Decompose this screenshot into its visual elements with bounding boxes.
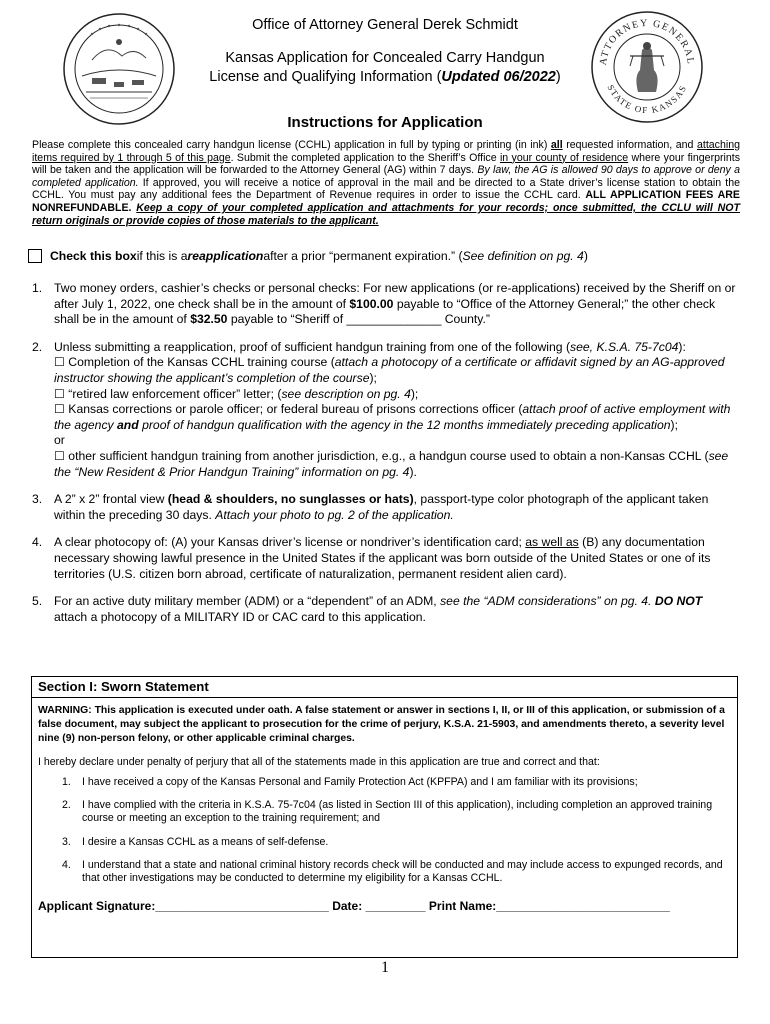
requirement-item-3: 3. A 2” x 2” frontal view (head & shoulders, no sunglasses or hats), passport-type color photograph of the applicant taken within the preceding 30 days. Attach your photo to pg. 2 of the application. (32, 492, 709, 522)
requirement-item-2: 2. Unless submitting a reapplication, proof of sufficient handgun training from one of the following (see, K.S.A. 75-7c04): ☐ Completion of the Kansas CCHL training course (attach a photocopy of a certificate or affidavit signed by an AG-approved instructor showing the applicant’s completion of the course); ☐ “retired law enforcement officer” letter; (see description on pg. 4); ☐ Kansas corrections or parole officer; or federal bureau of prisons corrections officer (attach proof of active employment with the agency and proof of handgun qualification with the agency in the 12 months immediately preceding application); or ☐ other sufficient handgun training from another jurisdiction, e.g., a handgun course used to obtain a non-Kansas CCHL (see the “New Resident & Prior Handgun Training” information on pg. 4). (32, 340, 738, 480)
statement-list (32, 776, 737, 885)
form-title-line1: Kansas Application for Concealed Carry Handgun (225, 50, 545, 66)
reapplication-checkbox[interactable] (28, 249, 42, 263)
training-option-course[interactable]: ☐ Completion of the Kansas CCHL training course (attach a photocopy of a certificate or affidavit signed by an AG-approved instructor showing the applicant’s completion of the course); (54, 355, 725, 385)
statement-item: 4. I understand that a state and national criminal history records check will be conducted and may include access to expunged records, and that other investigations may be conducted to determine my eligibility for a Kansas CCHL. (62, 858, 723, 885)
seal-text-bottom: STATE OF KANSAS (605, 82, 689, 116)
section-title: Section I: Sworn Statement (32, 677, 737, 698)
updated-date: Updated 06/2022 (441, 69, 556, 85)
office-name: Office of Attorney General Derek Schmidt (252, 17, 518, 33)
sworn-statement-section (31, 676, 738, 958)
reapplication-row: Check this box if this is a reapplication after a prior “permanent expiration.” ( See definition on pg. 4 ) (28, 249, 588, 263)
training-option-retired-leo[interactable]: ☐ “retired law enforcement officer” letter; (see description on pg. 4); (54, 386, 419, 401)
document-header (0, 16, 770, 87)
training-option-corrections[interactable]: ☐ Kansas corrections or parole officer; or federal bureau of prisons corrections officer (attach proof of active employment with the agency and proof of handgun qualification with the agency in the 12 months immediately preceding application); (54, 402, 731, 432)
statement-item: 2. I have complied with the criteria in K.S.A. 75-7c04 (as listed in Section III of this application), including completion an approved training course or meeting an exception to the training requirement; and (62, 799, 713, 825)
requirement-item-5: 5. For an active duty military member (ADM) or a “dependent” of an ADM, see the “ADM considerations” on pg. 4. DO NOT attach a photocopy of a MILITARY ID or CAC card to this application. (32, 594, 703, 624)
form-title-line2: License and Qualifying Information (Updated 06/2022) (209, 69, 561, 85)
instructions-paragraph: Please complete this concealed carry handgun license (CCHL) application in full by typing or printing (in ink) all requested information, and attaching items required by 1 through 5 of this page. Submit the completed application to the Sheriff’s Office in your county of residence where your fingerprints will be taken and the application will be forwarded to the Attorney General (AG) within 7 days. By law, the AG is allowed 90 days to approve or deny a completed application. If approved, you will receive a notice of approval in the mail and be directed to a State driver’s license station to obtain the CCHL. You must pay any additional fees the Department of Revenue requires in order to issue the CCHL card. ALL APPLICATION FEES ARE NONREFUNDABLE. Keep a copy of your completed application and attachments for your records; once submitted, the CCLU will NOT return originals or provide copies of those materials to the applicant. (32, 139, 741, 227)
requirement-item-4: 4. A clear photocopy of: (A) your Kansas driver’s license or nondriver’s identification card; as well as (B) any documentation necessary showing lawful presence in the United States if the applicant was born outside of the United States or one of its territories (U.S. citizen born abroad, certificate of naturalization, permanent resident alien card). (32, 535, 711, 581)
statement-item: 1. I have received a copy of the Kansas Personal and Family Protection Act (KPFPA) and I am familiar with its provisions; (62, 776, 638, 788)
requirement-item-1: 1. Two money orders, cashier’s checks or personal checks: For new applications (or re-applications) received by the Sheriff on or after July 1, 2022, one check shall be in the amount of $100.00 payable to “Office of the Attorney General;” the other check shall be in the amount of $32.50 payable to “Sheriff of ______________ County.” (32, 281, 736, 327)
page-number: 1 (381, 959, 389, 976)
seal-text-top: ATTORNEY GENERAL (597, 17, 697, 66)
requirements-list (32, 281, 738, 637)
signature-line[interactable]: Applicant Signature:__________________________ Date: _________ Print Name:__________________________ (38, 899, 670, 914)
perjury-warning: WARNING: This application is executed under oath. A false statement or answer in sections I, II, or III of this application, or submission of a false document, may subject the applicant to prosecution for the crime of perjury, K.S.A. 21-5903, and amendments thereto, a severity level nine (9) non-person felony, or other applicable criminal charges. (38, 705, 725, 744)
declaration-text: I hereby declare under penalty of perjury that all of the statements made in this application are true and correct and that: (38, 756, 600, 768)
statement-item: 3. I desire a Kansas CCHL as a means of self-defense. (62, 835, 329, 848)
training-option-other-jurisdiction[interactable]: ☐ other sufficient handgun training from another jurisdiction, e.g., a handgun course used to obtain a non-Kansas CCHL (see the “New Resident & Prior Handgun Training” information on pg. 4). (54, 448, 729, 479)
instructions-title: Instructions for Application (287, 114, 483, 131)
